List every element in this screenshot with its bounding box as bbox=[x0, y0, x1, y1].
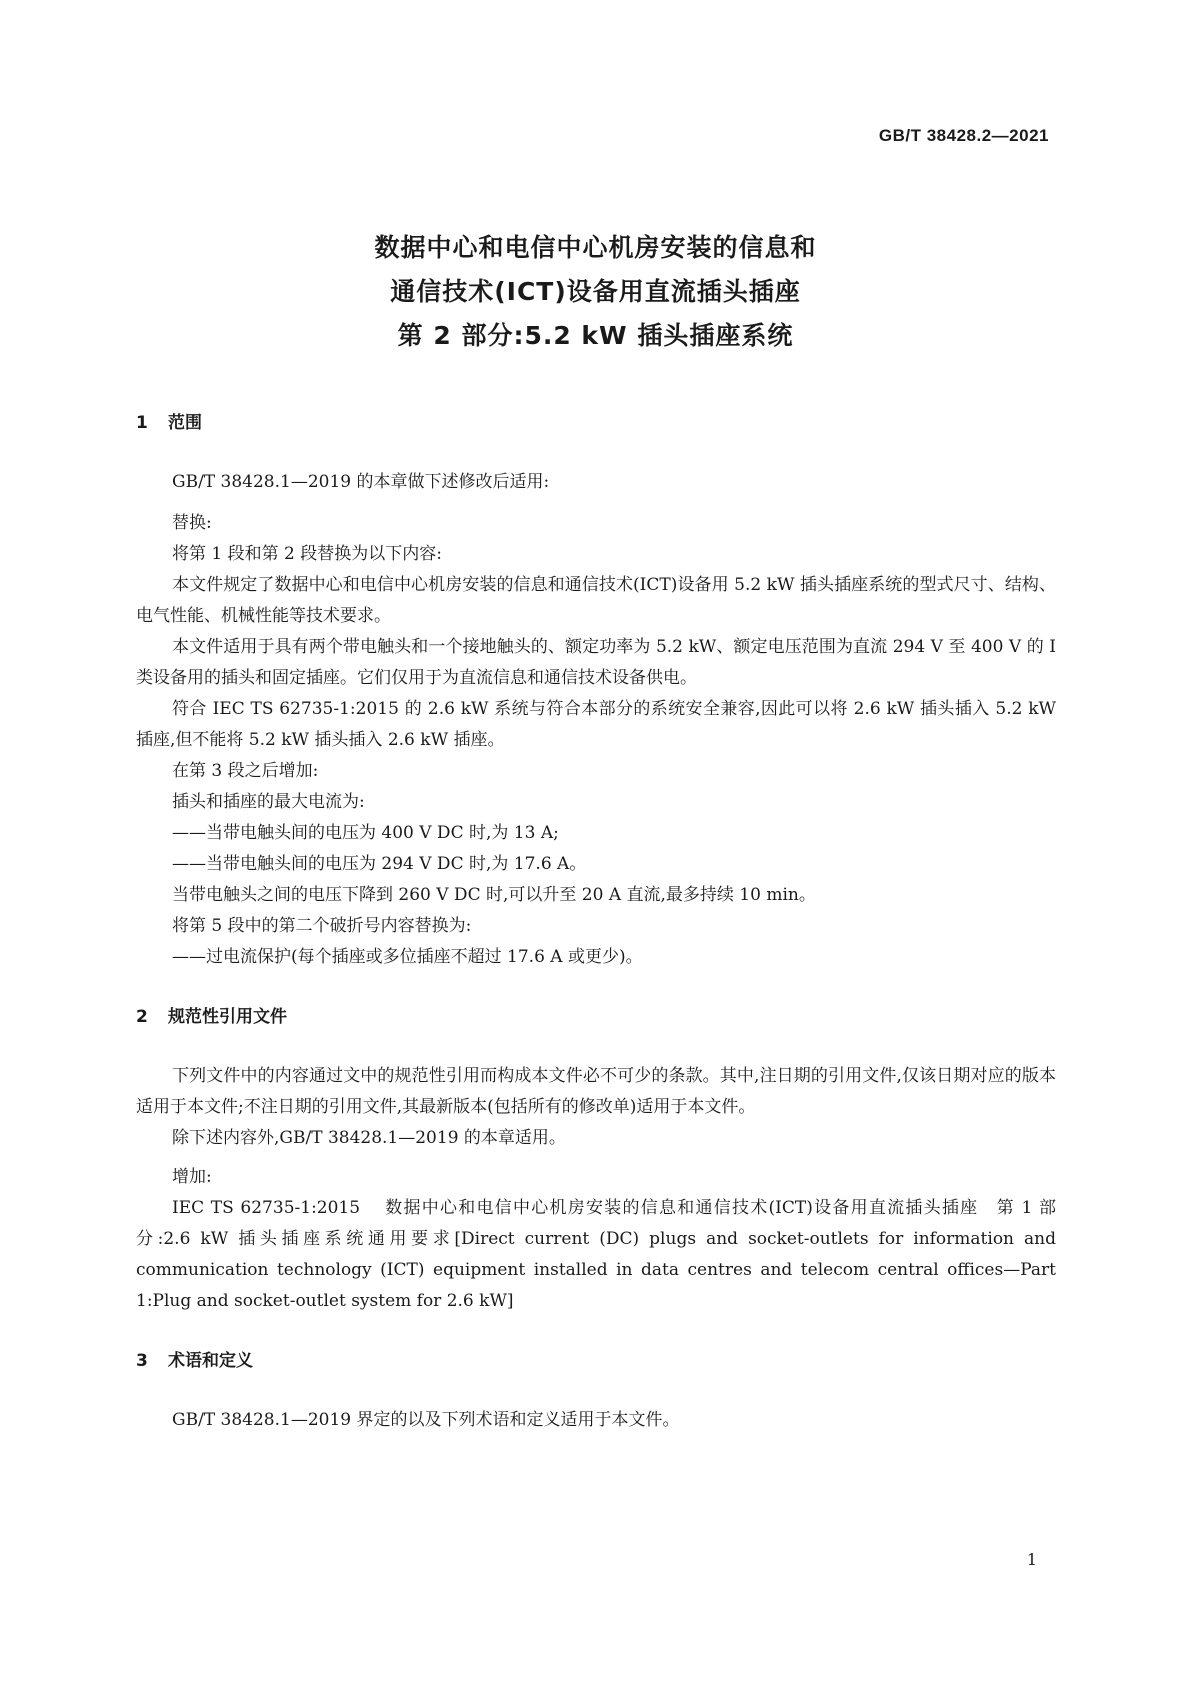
list-item: ——当带电触头间的电压为 294 V DC 时,为 17.6 A。 bbox=[172, 854, 587, 874]
page-number: 1 bbox=[1026, 1550, 1037, 1569]
paragraph: 当带电触头之间的电压下降到 260 V DC 时,可以升至 20 A 直流,最多持续 10 min。 bbox=[172, 885, 816, 905]
paragraph: 下列文件中的内容通过文中的规范性引用而构成本文件必不可少的条款。其中,注日期的引用文件,仅该日期对应的版本适用于本文件;不注日期的引用文件,其最新版本(包括所有的修改单)适用于本文件。 bbox=[136, 1066, 1056, 1117]
paragraph: 在第 3 段之后增加: bbox=[172, 761, 319, 781]
paragraph: 本文件适用于具有两个带电触头和一个接地触头的、额定功率为 5.2 kW、额定电压范围为直流 294 V 至 400 V 的 Ⅰ 类设备用的插头和固定插座。它们仅用于为直流信息和通信技术设备供电。 bbox=[136, 637, 1056, 688]
section-title: 术语和定义 bbox=[168, 1351, 253, 1371]
standard-number: GB/T 38428.2—2021 bbox=[878, 126, 1049, 145]
paragraph: 将第 5 段中的第二个破折号内容替换为: bbox=[172, 916, 472, 936]
section-heading-terms-and-definitions bbox=[136, 1346, 1056, 1377]
section-title: 范围 bbox=[168, 413, 202, 433]
title-line-2: 通信技术(ICT)设备用直流插头插座 bbox=[390, 277, 801, 306]
document-body bbox=[136, 408, 1056, 1436]
paragraph: 符合 IEC TS 62735-1:2015 的 2.6 kW 系统与符合本部分的系统安全兼容,因此可以将 2.6 kW 插头插入 5.2 kW 插座,但不能将 5.2 kW 插头插入 2.6 kW 插座。 bbox=[136, 699, 1056, 750]
reference-code: IEC TS 62735-1:2015 bbox=[172, 1198, 361, 1218]
paragraph: GB/T 38428.1—2019 的本章做下述修改后适用: bbox=[172, 472, 550, 492]
section-number: 1 bbox=[136, 413, 148, 433]
section-heading-normative-references bbox=[136, 1002, 1056, 1033]
section-title: 规范性引用文件 bbox=[168, 1007, 287, 1027]
section-heading-scope bbox=[136, 408, 1056, 439]
reference-text: 数据中心和电信中心机房安装的信息和通信技术(ICT)设备用直流插头插座 第 1 部分:2.6 kW 插头插座系统通用要求[Direct current (DC) plugs and socket-outlets for information and communication technology (ICT) equipment installed in data centres and telecom central offices—Part 1:Plug and socket-outlet system for 2.6 kW] bbox=[136, 1198, 1056, 1311]
list-item: ——过电流保护(每个插座或多位插座不超过 17.6 A 或更少)。 bbox=[172, 947, 643, 967]
paragraph: GB/T 38428.1—2019 界定的以及下列术语和定义适用于本文件。 bbox=[172, 1410, 680, 1430]
paragraph: 本文件规定了数据中心和电信中心机房安装的信息和通信技术(ICT)设备用 5.2 kW 插头插座系统的型式尺寸、结构、电气性能、机械性能等技术要求。 bbox=[136, 575, 1056, 626]
section-number: 3 bbox=[136, 1351, 148, 1371]
section-number: 2 bbox=[136, 1007, 148, 1027]
paragraph: 增加: bbox=[172, 1167, 212, 1187]
list-item: ——当带电触头间的电压为 400 V DC 时,为 13 A; bbox=[172, 823, 559, 843]
paragraph: 替换: bbox=[172, 513, 212, 533]
title-line-3: 第 2 部分:5.2 kW 插头插座系统 bbox=[397, 321, 794, 350]
paragraph: 将第 1 段和第 2 段替换为以下内容: bbox=[172, 544, 442, 564]
paragraph: 插头和插座的最大电流为: bbox=[172, 792, 365, 812]
reference-entry bbox=[136, 1193, 1056, 1317]
document-title bbox=[0, 226, 1191, 358]
title-line-1: 数据中心和电信中心机房安装的信息和 bbox=[374, 233, 817, 262]
paragraph: 除下述内容外,GB/T 38428.1—2019 的本章适用。 bbox=[172, 1128, 566, 1148]
